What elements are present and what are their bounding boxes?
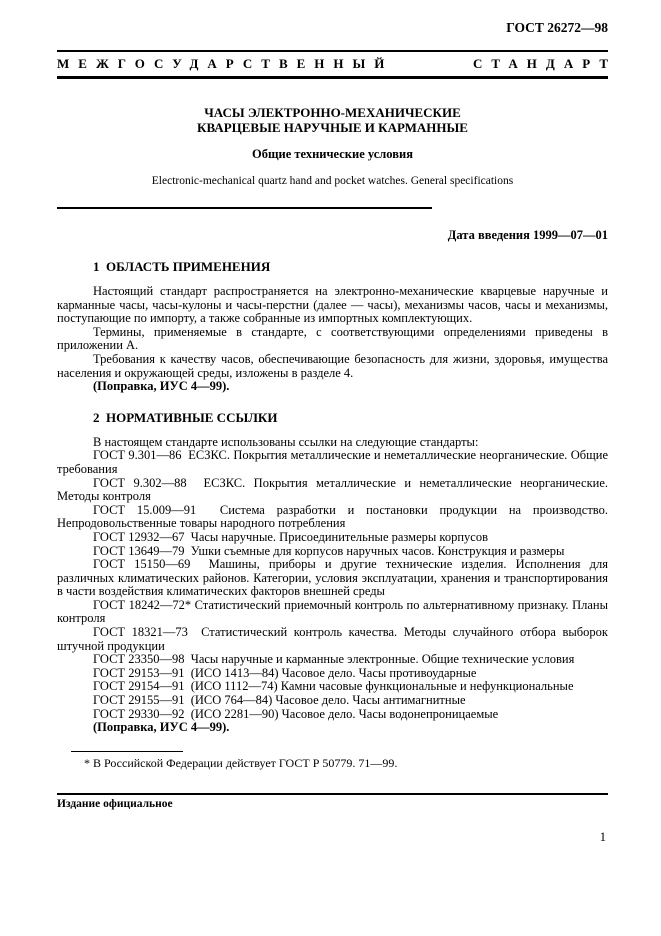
section-1-paragraph: Требования к качеству часов, обеспечивающие безопасность для жизни, здоровья, имущества населения и окружающей среды, изложены в разделе 4. [57, 351, 612, 380]
reference-item: ГОСТ 9.302—88 ЕСЗКС. Покрытия металлические и неметаллические неорганические. Методы контроля [57, 475, 612, 504]
separator-rule [57, 207, 432, 209]
page-number: 1 [599, 830, 606, 844]
document-title-english: Electronic-mechanical quartz hand and pocket watches. General specifications [151, 175, 514, 187]
edition-note: Издание официальное [57, 798, 173, 810]
reference-item: ГОСТ 29153—91 (ИСО 1413—84) Часовое дело. Часы противоударные [93, 665, 477, 680]
reference-item: ГОСТ 12932—67 Часы наручные. Присоединительные размеры корпусов [93, 529, 488, 544]
effective-date: Дата введения 1999—07—01 [447, 228, 608, 242]
reference-item: ГОСТ 15.009—91 Система разработки и постановки продукции на производство. Непродовольственные товары народного потребления [57, 502, 612, 531]
section-1-paragraph: Настоящий стандарт распространяется на электронно-механические кварцевые наручные и карманные часы, часы-кулоны и часы-перстни (далее — часы), механизмы часов, часы и механизмы, поступающие по импорту, а также собранные из импортных комплектующих. [57, 284, 612, 326]
reference-item: ГОСТ 29330—92 (ИСО 2281—90) Часовое дело. Часы водонепроницаемые [93, 706, 499, 721]
reference-item: ГОСТ 18321—73 Статистический контроль качества. Методы случайного отбора выборок штучной продукции [57, 625, 612, 653]
document-title-line1: ЧАСЫ ЭЛЕКТРОННО-МЕХАНИЧЕСКИЕ [204, 105, 461, 120]
footer-rule [57, 793, 608, 795]
standard-type-text: МЕЖГОСУДАРСТВЕННЫЙ СТАНДАРТ [57, 56, 617, 71]
reference-item: ГОСТ 18242—72* Статистический приемочный контроль по альтернативному признаку. Планы контроля [57, 597, 612, 626]
doc-number: ГОСТ 26272—98 [506, 20, 608, 35]
footnote-text: * В Российской Федерации действует ГОСТ Р 50779. 71—99. [84, 755, 398, 770]
document-subtitle: Общие технические условия [252, 147, 413, 161]
reference-item: ГОСТ 23350—98 Часы наручные и карманные электронные. Общие технические условия [93, 652, 575, 667]
reference-item: ГОСТ 15150—69 Машины, приборы и другие технические изделия. Исполнения для различных климатических районов. Категории, условия эксплуатации, хранения и транспортирования в части воздействия климатических факторов внешней среды [57, 557, 612, 599]
document-title [57, 105, 608, 135]
reference-item: ГОСТ 29154—91 (ИСО 1112—74) Камни часовые функциональные и нефункциональные [93, 679, 574, 694]
amendment-note: (Поправка, ИУС 4—99). [93, 379, 230, 394]
reference-item: ГОСТ 9.301—86 ЕСЗКС. Покрытия металлические и неметаллические неорганические. Общие требования [57, 448, 612, 476]
section-1-paragraph: Термины, применяемые в стандарте, с соответствующими определениями приведены в приложении А. [57, 324, 612, 353]
section-1-heading: 1 ОБЛАСТЬ ПРИМЕНЕНИЯ [93, 259, 271, 274]
document-title-line2: КВАРЦЕВЫЕ НАРУЧНЫЕ И КАРМАННЫЕ [197, 120, 468, 135]
reference-item: ГОСТ 13649—79 Ушки съемные для корпусов наручных часов. Конструкция и размеры [93, 543, 565, 558]
reference-item: ГОСТ 29155—91 (ИСО 764—84) Часовое дело. Часы антимагнитные [93, 693, 466, 708]
section-2-heading: 2 НОРМАТИВНЫЕ ССЫЛКИ [93, 409, 278, 425]
standard-type-banner [57, 50, 617, 79]
footnote-rule [71, 751, 183, 752]
amendment-note: (Поправка, ИУС 4—99). [93, 720, 230, 735]
section-2-intro: В настоящем стандарте использованы ссылки на следующие стандарты: [93, 434, 479, 449]
